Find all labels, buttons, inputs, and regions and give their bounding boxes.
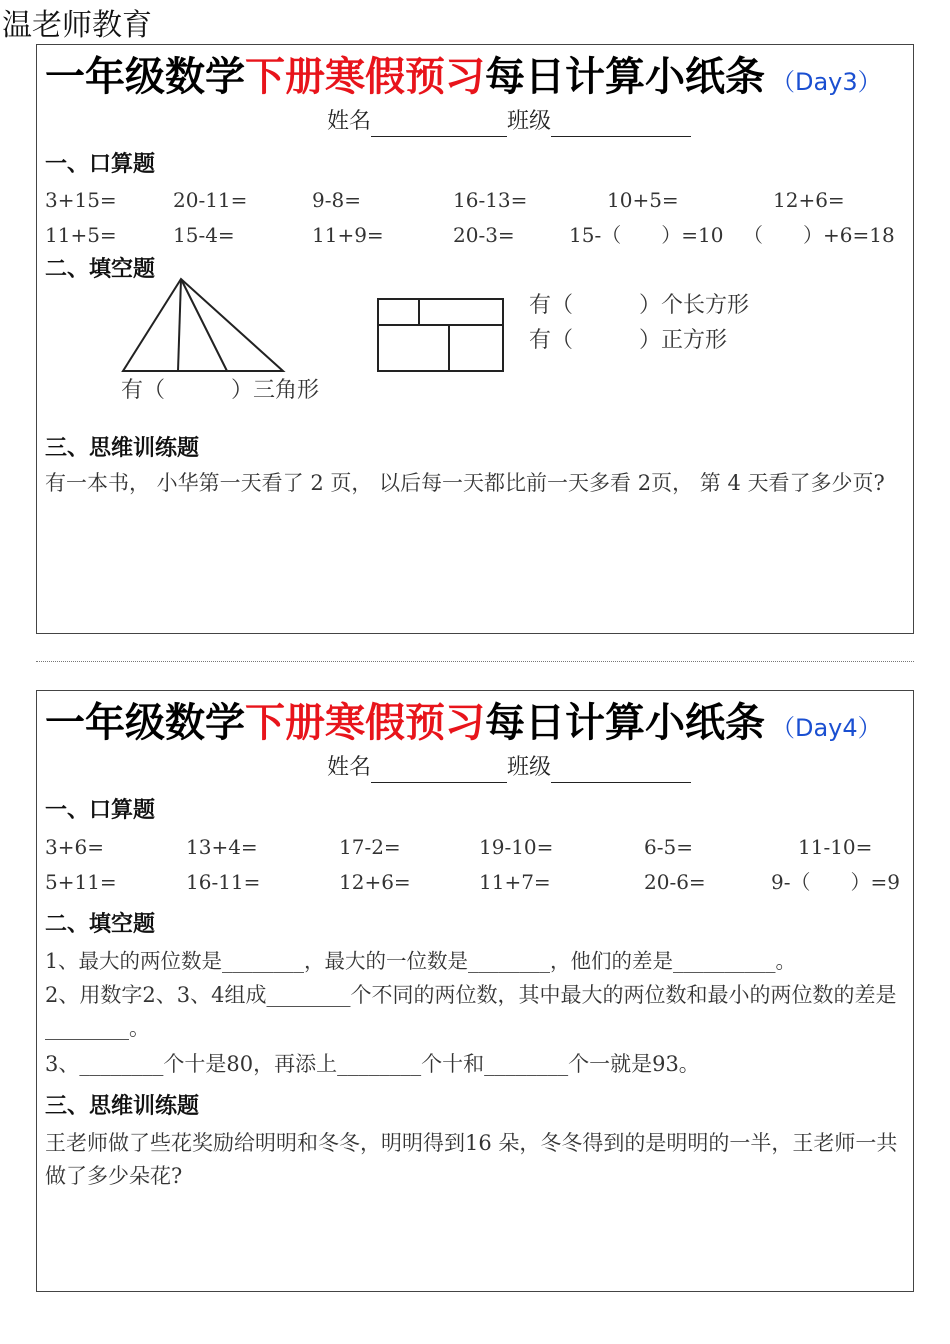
title-part-black: 一年级数学: [45, 700, 245, 746]
calc-item: 11+5=: [45, 223, 117, 247]
calc-item: 16-11=: [186, 870, 261, 894]
title-part-red: 下册寒假预习: [245, 700, 485, 746]
name-label: 姓名: [327, 109, 372, 134]
title-part-black: 一年级数学: [45, 54, 245, 100]
calc-item: （ ）+6=18: [743, 223, 895, 247]
day-label: （Day4）: [771, 714, 882, 742]
fill-question-3: 3、________个十是80，再添上________个十和________个一就是93。: [45, 1052, 700, 1076]
class-label: 班级: [507, 109, 552, 134]
calc-item: 20-11=: [173, 188, 248, 212]
worksheet-day3: [36, 44, 914, 634]
calc-item: 11-10=: [798, 835, 873, 859]
name-class-line: [327, 107, 691, 137]
triangle-count-question: 有（ ）三角形: [121, 378, 320, 403]
class-blank[interactable]: [551, 760, 691, 783]
worksheet-title: [45, 49, 882, 110]
word-problem: 王老师做了些花奖励给明明和冬冬，明明得到16 朵，冬冬得到的是明明的一半，王老师一共做了多少朵花?: [45, 1131, 898, 1188]
title-part-black-2: 每日计算小纸条: [485, 54, 765, 100]
calc-item: 20-3=: [453, 223, 515, 247]
calc-item: 3+6=: [45, 835, 104, 859]
calc-item: 12+6=: [339, 870, 411, 894]
word-problem: 有一本书， 小华第一天看了 2 页， 以后每一天都比前一天多看 2页， 第 4 天看了多少页?: [45, 471, 885, 495]
calc-row-1: [37, 832, 913, 862]
calc-item: 5+11=: [45, 870, 117, 894]
watermark: 温老师教育: [2, 8, 152, 43]
class-label: 班级: [507, 755, 552, 780]
section-oral-calc: 一、口算题: [45, 798, 156, 823]
rectangle-count-question: 有（ ）个长方形: [529, 293, 750, 318]
calc-row-2: [37, 867, 913, 897]
calc-item: 11+7=: [479, 870, 551, 894]
calc-item: 10+5=: [607, 188, 679, 212]
calc-item: 3+15=: [45, 188, 117, 212]
title-part-red: 下册寒假预习: [245, 54, 485, 100]
calc-item: 20-6=: [644, 870, 706, 894]
calc-item: 13+4=: [186, 835, 258, 859]
worksheet-title: [45, 695, 882, 756]
calc-row-1: [37, 185, 913, 215]
fill-question-2: 2、用数字2、3、4组成________个不同的两位数，其中最大的两位数和最小的两位数的差是________。: [45, 983, 897, 1040]
worksheet-day4: [36, 690, 914, 1292]
name-label: 姓名: [327, 755, 372, 780]
calc-item: 9-（ ）=9: [771, 870, 900, 894]
section-thinking: 三、思维训练题: [45, 436, 200, 461]
calc-item: 15-4=: [173, 223, 235, 247]
triangle-figure: [121, 277, 287, 375]
section-fill-blank: 二、填空题: [45, 912, 156, 937]
name-blank[interactable]: [371, 114, 507, 137]
name-blank[interactable]: [371, 760, 507, 783]
calc-item: 16-13=: [453, 188, 528, 212]
rectangle-figure: [377, 298, 505, 373]
day-label: （Day3）: [771, 68, 882, 96]
section-thinking: 三、思维训练题: [45, 1094, 200, 1119]
class-blank[interactable]: [551, 114, 691, 137]
fill-question-1: 1、最大的两位数是________，最大的一位数是________，他们的差是__________。: [45, 949, 797, 973]
section-oral-calc: 一、口算题: [45, 152, 156, 177]
calc-item: 19-10=: [479, 835, 554, 859]
title-part-black-2: 每日计算小纸条: [485, 700, 765, 746]
cut-line: [36, 661, 914, 662]
calc-item: 6-5=: [644, 835, 693, 859]
calc-item: 17-2=: [339, 835, 401, 859]
calc-item: 9-8=: [312, 188, 361, 212]
section-fill-blank: 二、填空题: [45, 257, 156, 282]
calc-item: 11+9=: [312, 223, 384, 247]
name-class-line: [327, 753, 691, 783]
calc-item: 15-（ ）=10: [569, 223, 724, 247]
calc-row-2: [37, 220, 913, 250]
square-count-question: 有（ ）正方形: [529, 328, 728, 353]
calc-item: 12+6=: [773, 188, 845, 212]
